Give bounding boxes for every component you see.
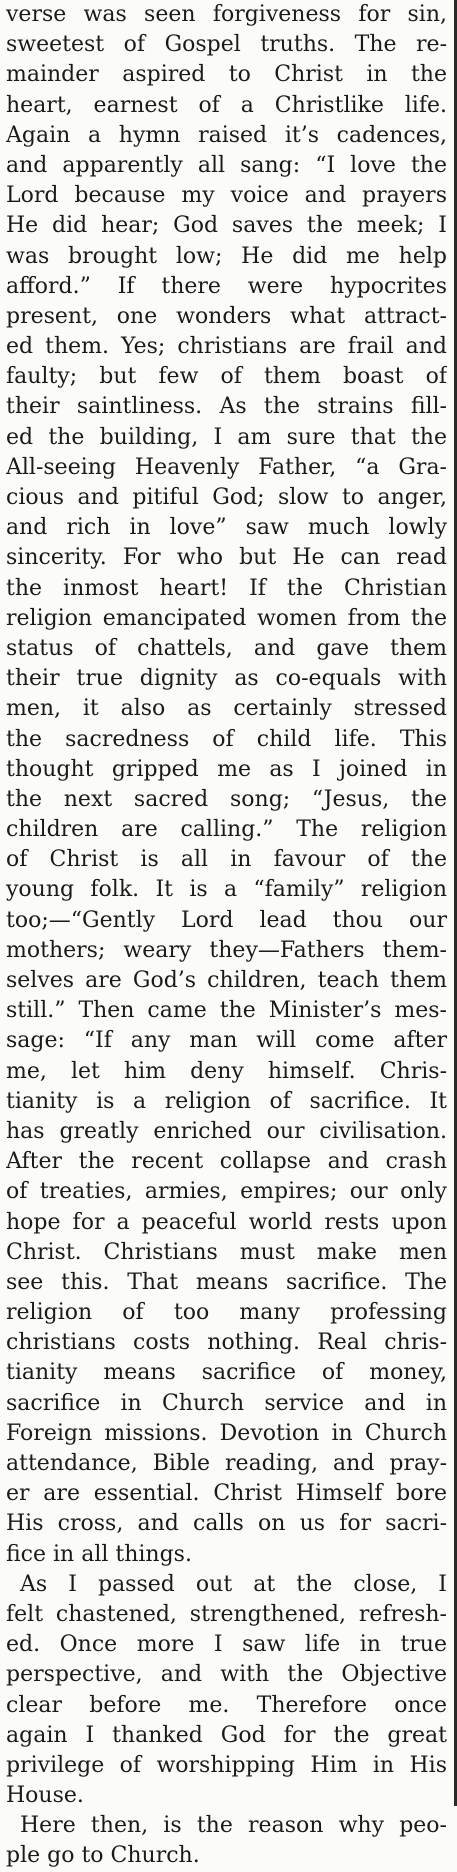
text-line: the next sacred song; “Jesus, the bbox=[6, 786, 447, 812]
text-line: again I thanked God for the great bbox=[6, 1722, 447, 1748]
text-line: the inmost heart! If the Christian bbox=[6, 575, 447, 601]
text-line: verse was seen forgiveness for sin, bbox=[6, 2, 447, 27]
text-line: All-seeing Heavenly Father, “a Gra- bbox=[6, 454, 447, 480]
text-line: their saintliness. As the strains fill- bbox=[6, 394, 447, 420]
text-line: He did hear; God saves the meek; I bbox=[6, 213, 447, 239]
text-line: too;—“Gently Lord lead thou our bbox=[6, 907, 447, 933]
text-line: me, let him deny himself. Chris- bbox=[6, 1058, 447, 1084]
text-line: ed the building, I am sure that the bbox=[6, 424, 447, 450]
text-line: perspective, and with the Objective bbox=[6, 1662, 447, 1688]
text-line: has greatly enriched our civilisation. bbox=[6, 1118, 447, 1144]
text-line: After the recent collapse and crash bbox=[6, 1149, 447, 1175]
text-line: His cross, and calls on us for sacri- bbox=[6, 1511, 447, 1537]
text-line: christians costs nothing. Real chris- bbox=[6, 1330, 447, 1356]
text-line: attendance, Bible reading, and pray- bbox=[6, 1451, 447, 1476]
text-line: ple go to Church. bbox=[6, 1843, 200, 1869]
text-line: Again a hymn raised it’s cadences, bbox=[6, 122, 447, 148]
text-line: the sacredness of child life. This bbox=[6, 726, 447, 752]
text-line: faulty; but few of them boast of bbox=[6, 364, 447, 390]
text-line: religion emancipated women from the bbox=[6, 605, 447, 631]
text-line: ed. Once more I saw life in true bbox=[6, 1632, 447, 1658]
text-line: felt chastened, strengthened, refresh- bbox=[6, 1601, 447, 1627]
text-line: mothers; weary they—Fathers them- bbox=[6, 937, 447, 963]
text-line: Lord because my voice and prayers bbox=[6, 183, 447, 209]
text-line: sincerity. For who but He can read bbox=[6, 545, 447, 571]
text-line: of treaties, armies, empires; our only bbox=[6, 1179, 447, 1205]
text-line: of Christ is all in favour of the bbox=[6, 847, 447, 873]
text-line: afford.” If there were hypocrites bbox=[6, 273, 447, 299]
text-line: mainder aspired to Christ in the bbox=[6, 62, 447, 88]
text-line: Foreign missions. Devotion in Church bbox=[6, 1420, 447, 1446]
text-line: hope for a peaceful world rests upon bbox=[6, 1209, 447, 1235]
text-line: see this. That means sacrifice. The bbox=[6, 1269, 447, 1295]
text-line: and apparently all sang: “I love the bbox=[6, 152, 447, 178]
text-line: As I passed out at the close, I bbox=[20, 1571, 447, 1597]
text-line: status of chattels, and gave them bbox=[6, 635, 447, 661]
text-line: sage: “If any man will come after bbox=[6, 1028, 447, 1054]
article-column bbox=[6, 0, 447, 1872]
text-line: fice in all things. bbox=[6, 1541, 192, 1567]
text-line: heart, earnest of a Christlike life. bbox=[6, 92, 447, 118]
text-line: men, it also as certainly stressed bbox=[6, 696, 447, 722]
text-line: thought gripped me as I joined in bbox=[6, 756, 447, 782]
text-line: House. bbox=[6, 1783, 84, 1809]
text-line: still.” Then came the Minister’s mes- bbox=[6, 998, 447, 1024]
text-line: er are essential. Christ Himself bore bbox=[6, 1481, 447, 1507]
text-line: young folk. It is a “family” religion bbox=[6, 877, 447, 903]
text-line: sacrifice in Church service and in bbox=[6, 1390, 447, 1416]
text-line: and rich in love” saw much lowly bbox=[6, 515, 447, 541]
text-line: sweetest of Gospel truths. The re- bbox=[6, 32, 447, 58]
text-line: tianity is a religion of sacrifice. It bbox=[6, 1088, 447, 1114]
text-line: present, one wonders what attract- bbox=[6, 303, 447, 329]
text-line: Christ. Christians must make men bbox=[6, 1239, 447, 1265]
text-line: their true dignity as co-equals with bbox=[6, 666, 447, 692]
text-line: selves are God’s children, teach them bbox=[6, 968, 447, 993]
text-line: tianity means sacrifice of money, bbox=[6, 1360, 447, 1386]
text-line: ed them. Yes; christians are frail and bbox=[6, 334, 447, 360]
text-line: privilege of worshipping Him in His bbox=[6, 1752, 447, 1778]
text-line: Here then, is the reason why peo- bbox=[20, 1813, 447, 1839]
text-line: religion of too many professing bbox=[6, 1300, 447, 1326]
text-line: cious and pitiful God; slow to anger, bbox=[6, 485, 447, 510]
text-line: was brought low; He did me help bbox=[6, 243, 447, 269]
text-line: children are calling.” The religion bbox=[6, 817, 447, 843]
text-line: clear before me. Therefore once bbox=[6, 1692, 447, 1718]
